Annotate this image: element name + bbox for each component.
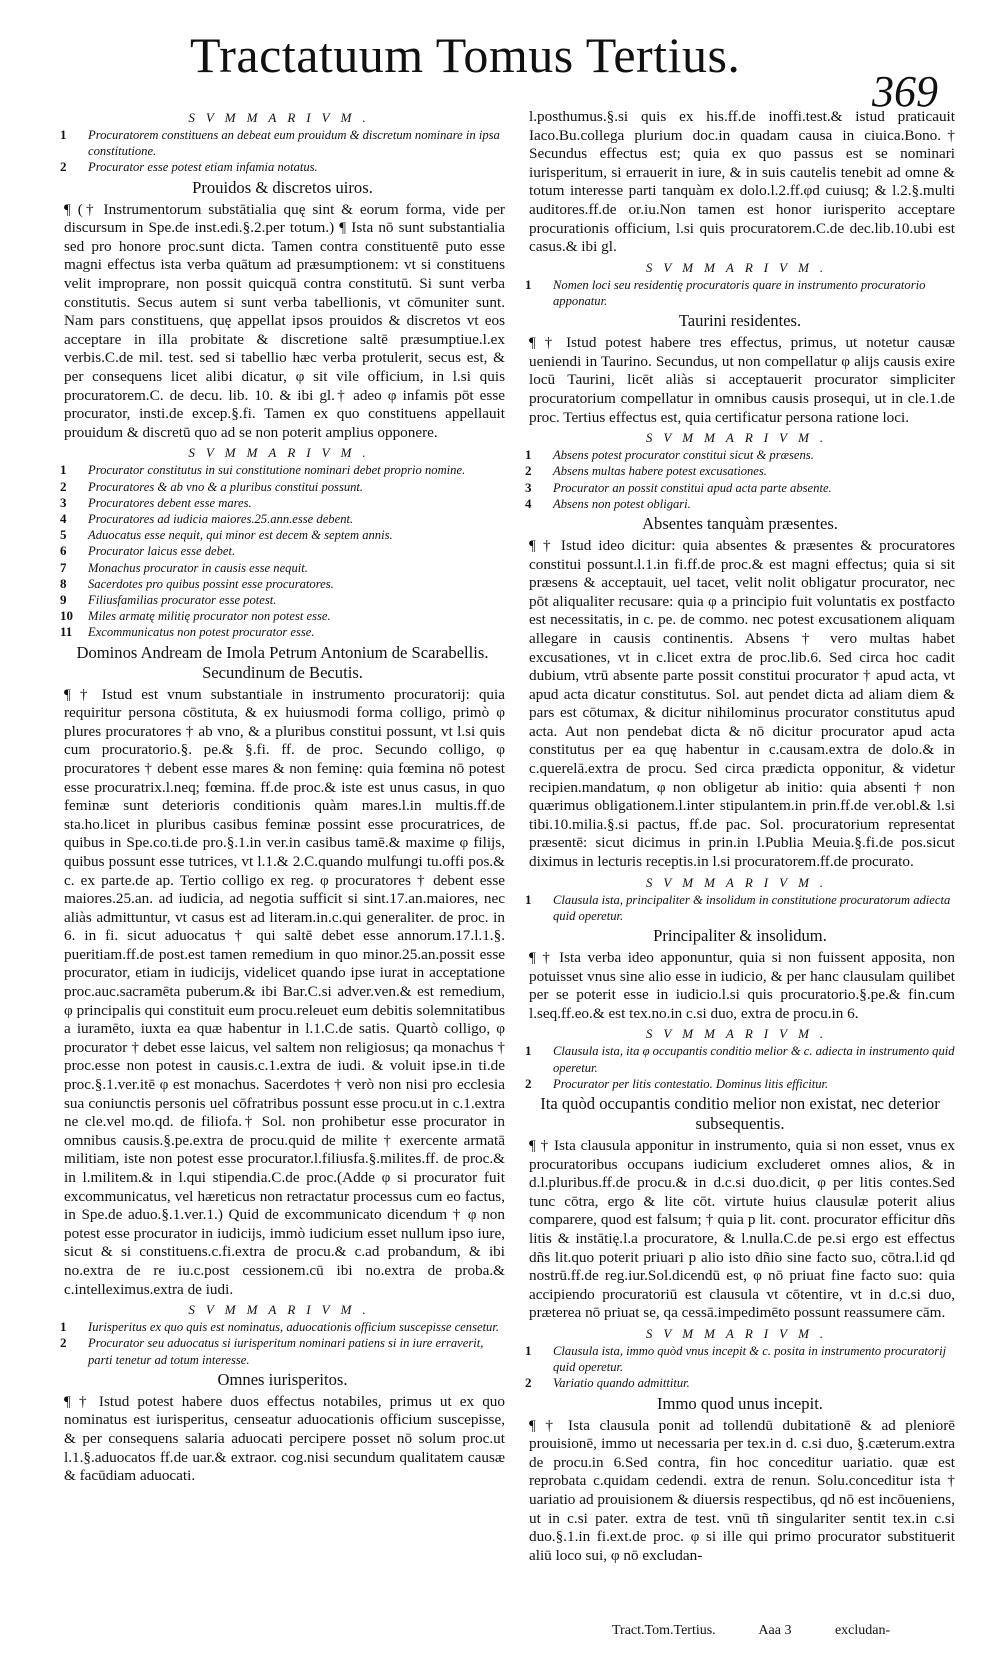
summary-item-text: Absens potest procurator constitui sicut & præsens. <box>553 448 814 463</box>
summarium-label: SVMMARIVM. <box>645 874 835 890</box>
summary-item <box>60 576 505 592</box>
right-column <box>525 108 955 1628</box>
summary-item <box>60 495 505 511</box>
summary-item-text: Miles armatę militię procurator non potest esse. <box>88 609 331 624</box>
summary-item-number: 3 <box>60 494 67 510</box>
summarium-label: SVMMARIVM. <box>645 259 835 275</box>
summary-item-number: 10 <box>60 608 73 624</box>
summary-item-text: Clausula ista, immo quòd vnus incepit & c. posita in instrumento procuratorij quid operetur. <box>553 1343 947 1375</box>
page-footer <box>612 1623 942 1639</box>
summary-item-number: 1 <box>525 1342 532 1358</box>
summary-item-number: 1 <box>60 462 67 478</box>
summary-item-text: Procurator an possit constitui apud acta parte absente. <box>553 480 832 495</box>
summarium-label: SVMMARIVM. <box>188 445 377 461</box>
summary-item-text: Procurator per litis contestatio. Dominus litis efficitur. <box>553 1076 829 1091</box>
summary-item <box>60 592 505 608</box>
summary-item-text: Filiusfamilias procurator esse potest. <box>88 592 277 607</box>
summary-list <box>60 462 505 640</box>
summary-item-text: Procurator laicus esse debet. <box>88 544 236 559</box>
summary-item-text: Absens multas habere potest excusationes. <box>553 464 767 479</box>
summary-item-number: 6 <box>60 543 67 559</box>
summary-list <box>525 892 955 924</box>
commentary-paragraph <box>525 949 955 1023</box>
summary-item <box>60 1335 505 1367</box>
summary-item <box>525 1343 955 1375</box>
summary-item-number: 2 <box>525 1375 532 1391</box>
summary-item-number: 1 <box>60 1319 67 1335</box>
summary-item <box>60 159 505 175</box>
section-heading: Omnes iurisperitos. <box>217 1369 348 1389</box>
section-heading: Prouidos & discretos uiros. <box>192 177 373 197</box>
section-heading: Taurini residentes. <box>678 311 802 331</box>
summary-item <box>525 1076 955 1092</box>
commentary-paragraph <box>60 686 505 1300</box>
section-heading: Absentes tanquàm præsentes. <box>642 513 838 533</box>
summary-item <box>525 892 955 924</box>
summary-item-text: Aduocatus esse nequit, qui minor est decem & septem annis. <box>88 528 393 543</box>
summary-item-number: 2 <box>60 478 67 494</box>
commentary-paragraph <box>525 108 955 257</box>
summary-item <box>60 462 505 478</box>
summary-item <box>60 127 505 159</box>
summary-item-text: Procuratores ad iudicia maiores.25.ann.esse debent. <box>88 511 354 526</box>
summary-item-number: 11 <box>60 624 73 640</box>
signature-text: Tract.Tom.Tertius. <box>612 1623 716 1638</box>
summary-item-number: 1 <box>60 127 67 142</box>
commentary-paragraph <box>525 537 955 872</box>
paragraph-text: ¶ † Ista clausula ponit ad tollendū dubitationē & ad pleniorē prouisionē, immo ut necessaria per tex.in d. c.si duo, §.cæterum.extra de procu.in 6.Sed contra, fin hoc conceditur uariatio. quæ est reprobata c.quidam cedendi. extra de renun. Solu.conceditur ista † uariatio ad prouisionem & diuersis respectibus, qd nō est incōueniens, ut in c.si pater. extra de test. vnū tñ singulariter sentit tex.in c.si duo.§.1.in fi.ext.de proc. φ si ille qui primo procurator substituerit aliū loco sui, φ nō excludan- <box>529 1416 955 1564</box>
summary-item-text: Iurisperitus ex quo quis est nominatus, aduocationis officium suscepisse censetur. <box>88 1320 500 1335</box>
summary-item-number: 4 <box>525 495 532 511</box>
summary-item <box>525 447 955 463</box>
summary-item <box>525 496 955 512</box>
summary-item-number: 1 <box>525 1043 532 1059</box>
paragraph-text: ¶ † Ista verba ideo apponuntur, quia si non fuissent apposita, non potuisset vnus sine alio esse in iudicio, & per hanc clausulam quilibet per se poterit esse in iudicio.l.si quis procuratorio.§.pe.& fin.cum l.seq.ff.eo.& est tex.no.in c.si duo, extra de procu.in 6. <box>529 949 955 1022</box>
summarium-label: SVMMARIVM. <box>645 430 835 446</box>
paragraph-text: ¶ † Ista clausula apponitur in instrumento, quia si non esset, vnus ex procuratoribus occupans iudicium excluderet omnes alios, & in d.l.pluribus.ff.de procu.& in d.c.si duo.dicit, φ per litis contes.Sed tunc cōtra, ergo & lite cōt. virtute huius clausulæ poterit alius comparere, quod est falsum; † quia p lit. cont. procurator efficitur dñs litis & instātię.l.a procuratore, & l.nulla.C.de pe.si ergo est effectus dñs lit.quo poterit priuari p alio isto dñio sine facto suo, cōtra.l.id qd nostrū.ff.de reg.iur.Sol.dicendū est, φ nō priuat fine facto suo: quia accipiendo procuratoriū est clausula vt cōtentire, vt in d.c.si duo, præterea nō priuat se, qa cessā.impedimēto possunt reassumere cām. <box>529 1137 955 1322</box>
summary-item <box>60 479 505 495</box>
summary-item-number: 2 <box>60 159 67 175</box>
summary-item <box>60 560 505 576</box>
summary-item-number: 8 <box>60 575 67 591</box>
summary-item-text: Procurator constitutus in sui constitutione nominari debet proprio nomine. <box>88 463 466 478</box>
section-heading: Ita quòd occupantis conditio melior non existat, nec deterior subsequentis. <box>540 1094 940 1134</box>
summary-item <box>60 511 505 527</box>
summary-item <box>525 1375 955 1391</box>
paragraph-text: ¶ † Istud potest habere tres effectus, primus, ut notetur causæ ueniendi in Taurino. Secundus, ut non compellatur φ alijs causis exire locū Taurini, licēt aliàs si acceptauerit procurator simpliciter procuratorium compellatur in omnibus causis prosequi, ut in cle.1.de proc. Tertius effectus est, quia certificatur persona ratione loci. <box>529 334 955 426</box>
summary-item <box>60 1319 505 1335</box>
summary-item <box>60 624 505 640</box>
commentary-paragraph <box>60 201 505 443</box>
commentary-paragraph <box>525 334 955 427</box>
page-header <box>0 0 1000 116</box>
summary-item <box>60 608 505 624</box>
summary-item-text: Clausula ista, principaliter & insolidum in constitutione procuratorum adiecta quid operetur. <box>553 892 951 923</box>
summary-item-text: Absens non potest obligari. <box>553 496 691 511</box>
commentary-paragraph <box>525 1137 955 1323</box>
summary-list <box>525 1343 955 1392</box>
summary-item <box>60 527 505 543</box>
section-heading: Principaliter & insolidum. <box>653 926 827 946</box>
summary-list <box>60 1319 505 1368</box>
summary-item-text: Clausula ista, ita φ occupantis conditio melior & c. adiecta in instrumento quid operetur. <box>553 1044 955 1075</box>
summary-item-number: 2 <box>60 1335 67 1351</box>
summary-item-number: 2 <box>525 463 532 479</box>
paragraph-text: ¶ † Istud potest habere duos effectus notabiles, primus ut ex quo nominatus est iurisperitus, censeatur aduocationis officium suscepisse, & per consequens salaria aduocati percipere posset nō solum proc.ut l.1.§.aduocatos ff.de uar.& extraor. cog.nisi secundum qualitatem causæ & facūdiam aduocati. <box>64 1392 505 1485</box>
summary-item-number: 3 <box>525 479 532 495</box>
commentary-paragraph <box>60 1393 505 1486</box>
summary-item-text: Nomen loci seu residentię procuratoris quare in instrumento procuratorio apponatur. <box>553 277 926 308</box>
summary-item <box>60 543 505 559</box>
summary-item-text: Procuratores & ab vno & a pluribus constitui possunt. <box>88 479 364 494</box>
summarium-label: SVMMARIVM. <box>645 1325 835 1341</box>
paragraph-text: l.posthumus.§.si quis ex his.ff.de inoffi.test.& istud praticauit Iaco.Bu.collega plurium doc.in quadam causa in ciuica.Bono.† Secundus effectus est; quia ex quo passus est se nominari iurisperitum, si errauerit in iure, & in suis cautelis tenebit ad omne & totum interesse parti tanquàm ex dolo.l.2.ff.φd cuiusq; & l.2.§.multi auditores.ff.de or.iu.Non tamen est honor iurisperito acceptare procurationis officium, l.si quis procuratorem.C.de dec.lib.10.ubi est casus.& ibi gl. <box>529 108 955 256</box>
summary-list <box>525 447 955 512</box>
summarium-label: SVMMARIVM. <box>188 1302 377 1318</box>
summary-item-text: Procurator seu aduocatus si iurisperitum nominari patiens si in iure erraverit, parti tenetur ad totum interesse. <box>88 1336 484 1367</box>
summarium-label: SVMMARIVM. <box>188 110 377 125</box>
page-number: 369 <box>872 67 938 116</box>
paragraph-text: ¶ † Istud ideo dicitur: quia absentes & præsentes & procuratores constitui possunt.l.1.in fi.ff.de proc.& est magni effectus; quia si sit præsens & acceptauit, uel tacet, velit nolit obligatur procurator, nec pōt aliqualiter recusare: quia φ a principio fuit voluntatis ex postfacto est necessitatis, in c. pe. de commo. nec potest excusationem aliquam allegare in causis continentis. Absens † vero multas habet excusationes, vt in c.licet extra de proc.lib.6. Sed circa hoc cadit dubium, vtrū absente parte possit constitui procurator † apud acta, vt apud acta dicatur constitutus. Sol. aut pendet dicta ad aliam diem & pars est cōtumax, & dicitur nihilominus procurator constitutus apud acta. Aut non pendebat dicta & nō dicitur procurator apud acta constitutus per ea quę habentur in c.causam.extra de dolo.& in c.querelā.extra de procu. Sed circa prædicta opponitur, & videtur recipien.mandatum, φ non obligetur ab initio: quia absenti † non quærimus obligationem.l.inter stipulantem.in prin.ff.de ver.obl.& l.si tibi.10.milia.§.si pactus, ff.de pac. Sol. procuratorium representat præsentē: sicut dicimus in prin.in l.Publia Meuia.§.fi.de pos.sicut diximus in lecturis receptis.in l.si procuratorem.ff.de procurato. <box>529 536 955 871</box>
summary-item <box>525 463 955 479</box>
summary-item <box>525 480 955 496</box>
left-column <box>60 108 505 1628</box>
summary-item-text: Sacerdotes pro quibus possint esse procuratores. <box>88 576 334 591</box>
summary-item <box>525 277 955 309</box>
summary-item-number: 4 <box>60 510 67 526</box>
summary-item-text: Procuratores debent esse mares. <box>88 495 252 510</box>
summary-list <box>525 1043 955 1092</box>
summary-item-number: 5 <box>60 527 67 543</box>
section-heading: Immo quod unus incepit. <box>657 1393 823 1413</box>
summary-item-text: Monachus procurator in causis esse nequit. <box>88 560 308 575</box>
summary-item-text: Procurator esse potest etiam infamia notatus. <box>88 160 318 175</box>
signature-mark: Aaa 3 <box>758 1623 792 1638</box>
summary-item-number: 1 <box>525 891 532 907</box>
summary-item-text: Variatio quando admittitur. <box>553 1376 690 1391</box>
summary-list <box>525 277 955 309</box>
running-title: Tractatuum Tomus Tertius. <box>190 27 741 83</box>
catchword: excludan- <box>834 1623 891 1638</box>
summary-item-number: 7 <box>60 559 67 575</box>
summarium-label: SVMMARIVM. <box>645 1026 835 1042</box>
summary-list <box>60 127 505 176</box>
paragraph-text: ¶ († Instrumentorum substātialia quę sint & eorum forma, vide per discursum in Spe.de inst.edi.§.2.per totum.) ¶ Ista nō sunt substantialia sed pro honore proc.sunt dicta. Tamen contra constituentē puto esse magni effectus ista verba quātum ad præsumptionem: vt si constituens velit improprare, non possit quicquā contra constitutū. Si sunt verba constitutis. Secus autem si sunt verba tabellionis, vt cōmuniter sunt. Nam pars constituens, quę appellat ipsos prouidos & discretos vt eos acceptare in illa probitate & discretione saltē præsumptiue.l.ex verbis.C.de mil. test. sed si tabellio hæc verba protulerit, secus est, & per consequens licet alibi dicatur, φ sit vile officium, in l.si quis procuratorem.C. de decu. lib. 10. & ibi gl.† adeo φ infamis pōt esse procurator, insti.de excep.§.fi. Tamen ex quo constituens appellauit prouidum & discretū quo ad se non poterit amplius opponere. <box>64 200 505 441</box>
section-heading: Dominos Andream de Imola Petrum Antonium de Scarabellis. Secundinum de Becutis. <box>76 642 489 682</box>
summary-item-number: 9 <box>60 591 67 607</box>
summary-item <box>525 1043 955 1075</box>
commentary-paragraph <box>525 1417 955 1566</box>
summary-item-text: Procuratorem constituens an debeat eum prouidum & discretum nominare in ipsa constitutione. <box>88 128 500 159</box>
summary-item-number: 2 <box>525 1075 532 1091</box>
summary-item-text: Excommunicatus non potest procurator esse. <box>88 625 315 640</box>
summary-item-number: 1 <box>525 447 532 463</box>
summary-item-number: 1 <box>525 276 532 292</box>
paragraph-text: ¶ † Istud est vnum substantiale in instrumento procuratorij: quia requiritur persona cōstituta, & ex huiusmodi forma colligo, primò φ plures procuratores † ab vno, & a pluribus constitui possunt, vt l.si quis cum procuratorio.§. pe.& §.fi. ff. de proc. Secundo colligo, φ procuratores † debent esse mares & non feminę: quia fœmina nō potest esse procuratrix.l.neq; fœmina. ff.de proc.& iste est unus casus, in quo feminæ sunt deterioris conditionis quàm mares.l.in multis.ff.de sta.ho.licet in pluribus casibus feminæ possint esse procuratrices, de quibus in Spe.co.ti.de pro.§.1.in ver.in casibus tamē.& maxime φ filijs, quibus possunt esse tutrices, vt l.1.& 2.C.quando mulfungi tu.offi pos.& c. ex parte.de ap. Tertio colligo ex reg. φ procuratores † debent esse maiores.25.an. ad iudicia, ad negotia sufficit si sint.17.an.maiores, nec aliàs admittuntur, vt casus est ad literam.in.c.qui generaliter. de proc. in 6. in fi. sicut aduocatus † qui saltē debet esse annorum.17.l.1.§. pueritiam.ff.de post.est tamen remedium in quo minor.25.an.possit esse procurator, etiam in iudicijs, videlicet quando ipse iurat in acceptatione proc.auc.sacramēta puberum.& ibi Bar.C.si adver.ven.& est remedium, φ principalis qui constituit eum procu.releuet eum debitis solemnitatibus a iuramēto, iuxta ea quæ habentur in l.1.C.de satis. Quartò colligo, φ procurator † debet esse laicus, vel saltem non religiosus; qa monachus † proc.esse non potest in causis.c.1.extra de iudi. & voluit ipse.in ti.de proc.§.1.ver.itē φ est monachus. Sacerdotes † verò non nisi pro ecclesia sua coniunctis personis uel cōfratribus possunt esse procu.ut in c.1.extra ne cle.vel mo.qd. de filiofa.† Sol. non prohibetur esse procurator in omnibus causis.§.pe.extra de procu.quid de milite † exercente armatā militiam, iste non potest esse procurator.l.filiusfa.§.milites.ff. de proc.& in l.militem.& in l.qui stipendia.C.de proc.(Adde φ si procurator fuit excommunicatus, vel hæreticus non retractatur processus cum eo factus, in Spe.de aduo.§.1.ver.1.) Quid de excommunicato dicendum † φ non potest esse procurator in iudicijs, immò iudicium esset nullum ipso iure, sicut & si constituens.c.fi.extra de procu.& c.ad probandum, & ibi no.extra de re iu.c.post cessionem.cū ibi no.extra de proba.& c.intelleximus.extra de iudi. <box>64 685 505 1298</box>
